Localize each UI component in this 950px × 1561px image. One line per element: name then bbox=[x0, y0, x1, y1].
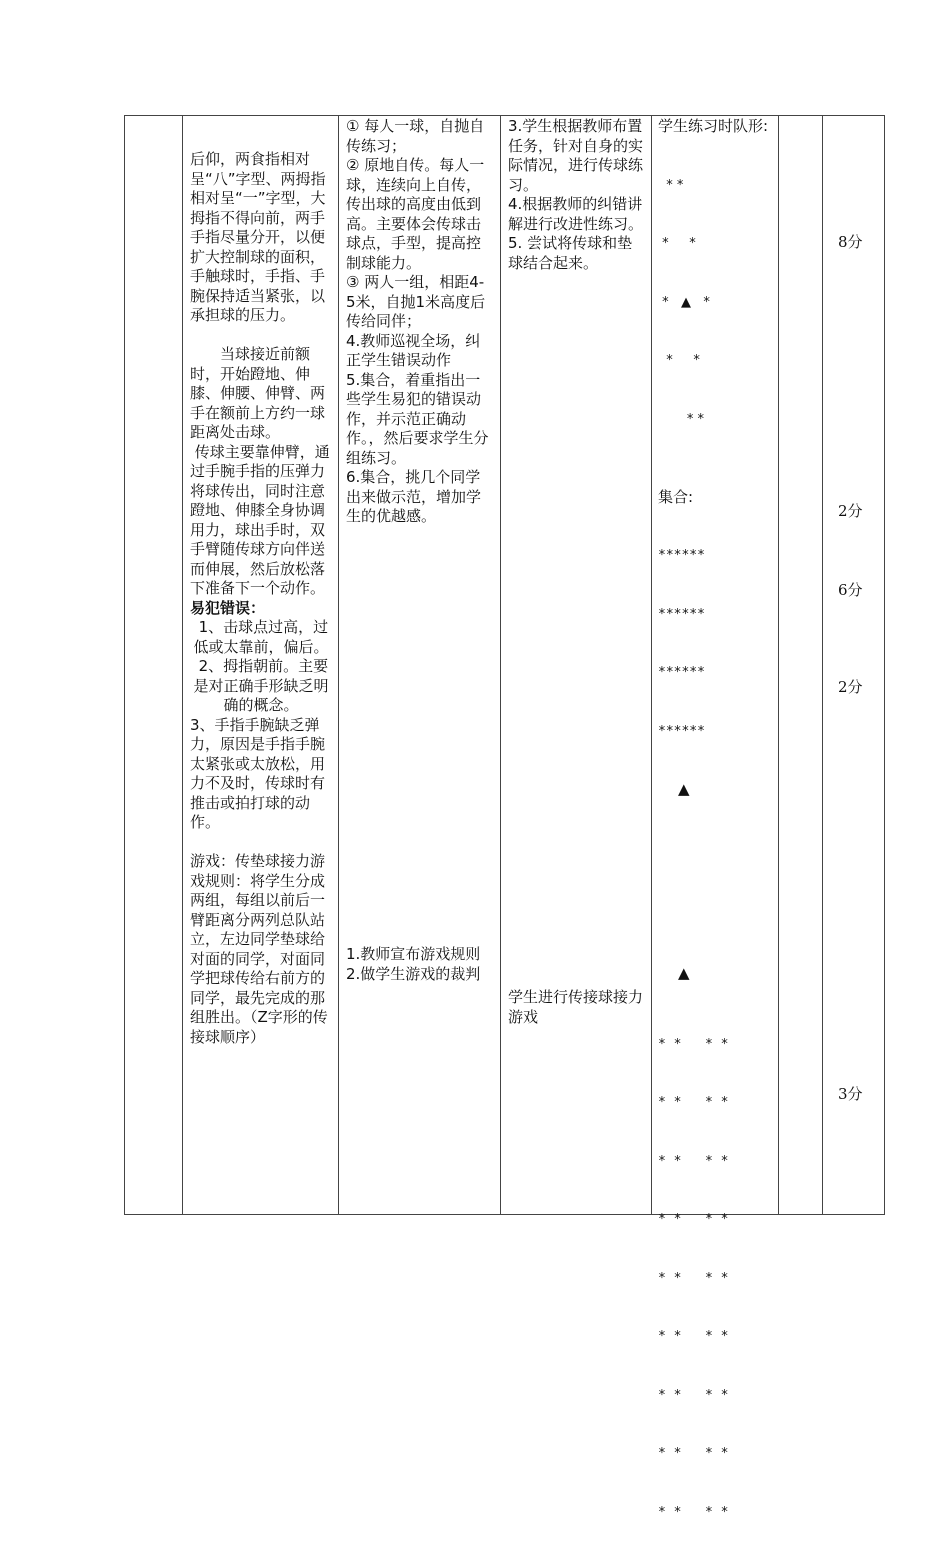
formation-row: * * * * bbox=[658, 1444, 776, 1464]
teacher-marker: ▲ bbox=[658, 964, 776, 984]
error-item: 3、手指手腕缺乏弹力，原因是手指手腕太紧张或太放松，用力不及时，传球时有推击或拍打球的动作。 bbox=[190, 716, 332, 833]
formation-row: * * * * bbox=[658, 1035, 776, 1055]
formation-row: * * * * bbox=[658, 1152, 776, 1172]
formation-row: * * * * bbox=[658, 1386, 776, 1406]
teacher-item: ② 原地自传。每人一球，连续向上自传，传出球的高度由低到高。主要体会传球击球点，手型，提高控制球能力。 bbox=[346, 156, 492, 273]
student-column bbox=[508, 117, 646, 273]
time-label: 3分 bbox=[838, 1083, 863, 1104]
assembly-formation bbox=[658, 507, 776, 780]
teacher-item: ① 每人一球，自抛自传练习； bbox=[346, 117, 492, 156]
formation-row: * * * * bbox=[658, 1269, 776, 1289]
formation-row: * * bbox=[658, 234, 776, 254]
teacher-item: 6.集合，挑几个同学出来做示范，增加学生的优越感。 bbox=[346, 468, 492, 527]
student-item: 4.根据教师的纠错讲解进行改进性练习。 bbox=[508, 195, 646, 234]
formation-column bbox=[658, 117, 776, 800]
assembly-title: 集合: bbox=[658, 488, 776, 508]
errors-title: 易犯错误： bbox=[190, 599, 332, 619]
formation-title: 学生练习时队形: bbox=[658, 117, 776, 137]
student-game-item: 学生进行传接球接力游戏 bbox=[508, 988, 646, 1027]
column-divider bbox=[500, 116, 501, 1214]
teacher-marker: ▲ bbox=[658, 780, 776, 800]
student-game-column bbox=[508, 988, 646, 1027]
student-item: 3.学生根据教师布置任务，针对自身的实际情况，进行传球练习。 bbox=[508, 117, 646, 195]
column-divider bbox=[822, 116, 823, 1214]
formation-row: ****** bbox=[658, 722, 776, 742]
time-label: 2分 bbox=[838, 500, 863, 521]
game-rows bbox=[658, 996, 776, 1561]
formation-row: * * bbox=[658, 351, 776, 371]
game-formation bbox=[658, 964, 776, 1561]
formation-row: * ▲ * bbox=[658, 293, 776, 313]
formation-row: * * bbox=[658, 176, 776, 196]
teacher-game-item: 1.教师宣布游戏规则 bbox=[346, 945, 492, 965]
time-label: 2分 bbox=[838, 676, 863, 697]
circle-formation bbox=[658, 137, 776, 469]
time-label: 8分 bbox=[838, 231, 863, 252]
teacher-item: ③ 两人一组，相距4-5米，自抛1米高度后传给同伴； bbox=[346, 273, 492, 332]
technique-paragraph: 后仰，两食指相对呈“八”字型、两拇指相对呈“一”字型，大拇指不得向前，两手手指尽量分开，以便扩大控制球的面积，手触球时，手指、手腕保持适当紧张，以承担球的压力。 bbox=[190, 150, 332, 326]
teacher-item: 5.集合，着重指出一些学生易犯的错误动作，并示范正确动作。，然后要求学生分组练习。 bbox=[346, 371, 492, 469]
error-item: 1、击球点过高，过低或太靠前，偏后。 bbox=[190, 618, 332, 657]
formation-row: ****** bbox=[658, 663, 776, 683]
game-description: 游戏：传垫球接力游戏规则：将学生分成两组，每组以前后一臂距离分两列总队站立，左边同学垫球给对面的同学，对面同学把球传给右前方的同学，最先完成的那组胜出。（Z字形的传接球顺序） bbox=[190, 852, 332, 1047]
technique-paragraph: 当球接近前额时，开始蹬地、伸膝、伸腰、伸臂、两手在额前上方约一球距离处击球。 bbox=[190, 345, 332, 443]
formation-row: * * * * bbox=[658, 1210, 776, 1230]
technique-paragraph: 传球主要靠伸臂，通过手腕手指的压弹力将球传出，同时注意蹬地、伸膝全身协调用力，球出手时，双手臂随传球方向伴送而伸展，然后放松落下准备下一个动作。 bbox=[190, 443, 332, 599]
time-label: 6分 bbox=[838, 579, 863, 600]
student-item: 5. 尝试将传球和垫球结合起来。 bbox=[508, 234, 646, 273]
formation-row: * * * * bbox=[658, 1093, 776, 1113]
content-column bbox=[190, 150, 332, 1047]
formation-row: ****** bbox=[658, 605, 776, 625]
column-divider bbox=[182, 116, 183, 1214]
formation-row: * * bbox=[658, 410, 776, 430]
column-divider bbox=[778, 116, 779, 1214]
column-divider bbox=[651, 116, 652, 1214]
teacher-item: 4.教师巡视全场，纠正学生错误动作 bbox=[346, 332, 492, 371]
teacher-game-column bbox=[346, 945, 492, 984]
column-divider bbox=[338, 116, 339, 1214]
formation-row: * * * * bbox=[658, 1503, 776, 1523]
teacher-game-item: 2.做学生游戏的裁判 bbox=[346, 965, 492, 985]
formation-row: ****** bbox=[658, 546, 776, 566]
formation-row: * * * * bbox=[658, 1327, 776, 1347]
teacher-column bbox=[346, 117, 492, 527]
error-item: 2、拇指朝前。主要是对正确手形缺乏明确的概念。 bbox=[190, 657, 332, 716]
